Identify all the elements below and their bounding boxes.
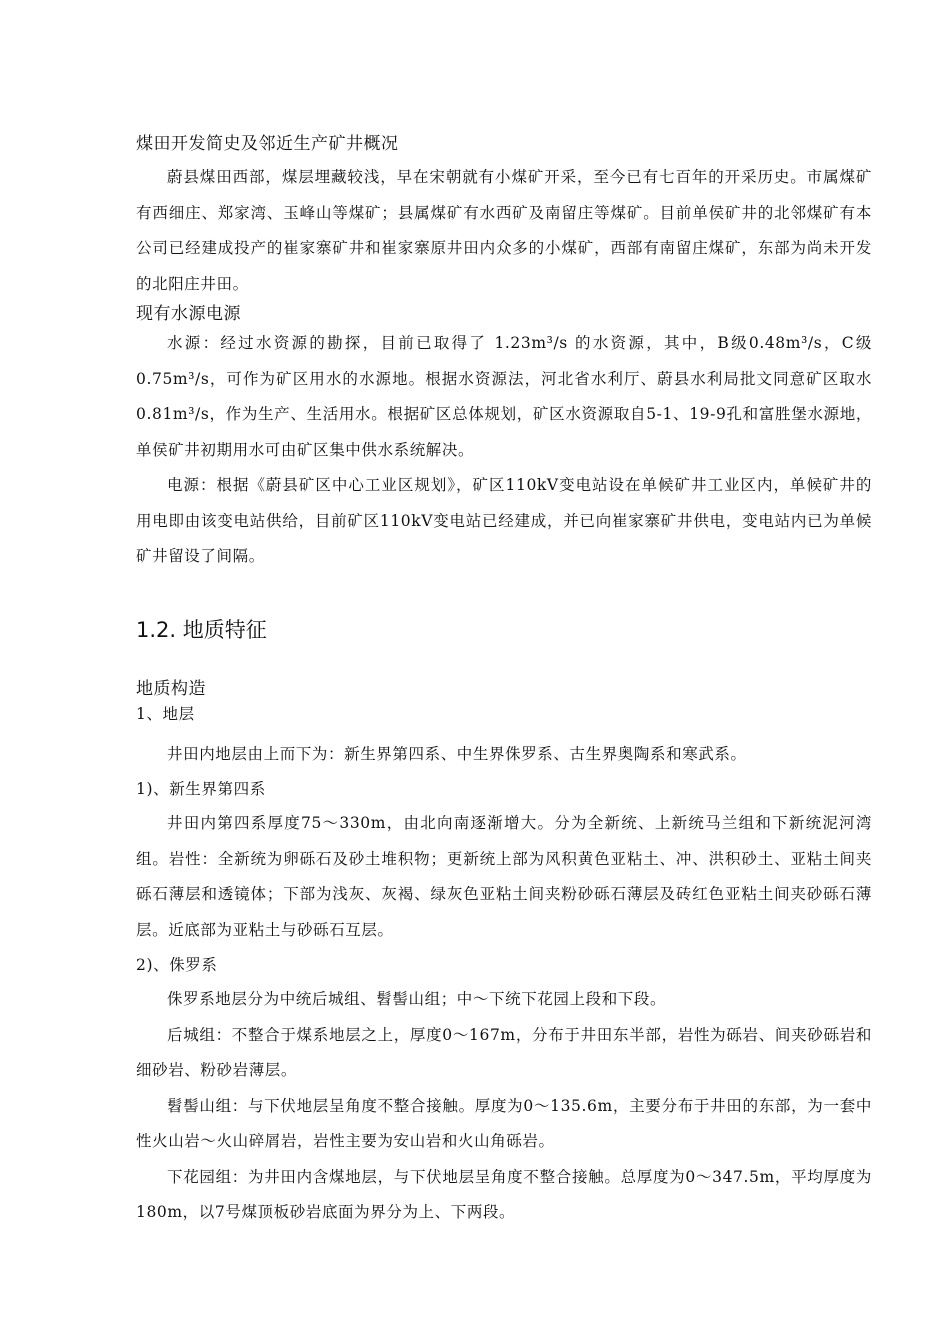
strata-label: 1、地层 <box>136 704 195 723</box>
quaternary-label: 1)、新生界第四系 <box>136 780 266 798</box>
houcheng-paragraph: 后城组：不整合于煤系地层之上，厚度0～167m，分布于井田东半部，岩性为砾岩、间夹砂砾岩和细砂岩、粉砂岩薄层。 <box>136 1025 872 1079</box>
geologic-structure-heading: 地质构造 <box>136 678 206 699</box>
xiahuayuan-paragraph: 下花园组：为井田内含煤地层，与下伏地层呈角度不整合接触。总厚度为0～347.5m，平均厚度为180m，以7号煤顶板砂岩底面为界分为上、下两段。 <box>136 1167 872 1221</box>
tiaojishan-paragraph: 髫髻山组：与下伏地层呈角度不整合接触。厚度为0～135.6m，主要分布于井田的东部，为一套中性火山岩～火山碎屑岩，岩性主要为安山岩和火山角砾岩。 <box>136 1096 872 1150</box>
jurassic-label: 2)、侏罗系 <box>136 956 218 974</box>
water-power-heading: 现有水源电源 <box>136 304 241 324</box>
strata-paragraph: 井田内地层由上而下为：新生界第四系、中生界侏罗系、古生界奥陶系和寒武系。 <box>167 744 747 763</box>
jurassic-paragraph: 侏罗系地层分为中统后城组、髫髻山组；中～下统下花园上段和下段。 <box>167 990 667 1008</box>
coal-history-paragraph: 蔚县煤田西部，煤层埋藏较浅，早在宋朝就有小煤矿开采，至今已有七百年的开采历史。市属煤矿有西细庄、郑家湾、玉峰山等煤矿；县属煤矿有水西矿及南留庄等煤矿。目前单侯矿井的北邻煤矿有本公司已经建成投产的崔家寨矿井和崔家寨原井田内众多的小煤矿，西部有南留庄煤矿，东部为尚未开发的北阳庄井田。 <box>136 168 872 293</box>
water-source-paragraph: 水源：经过水资源的勘探，目前已取得了 1.23m³/s 的水资源，其中，B级0.48m³/s，C级0.75m³/s，可作为矿区用水的水源地。根据水资源法，河北省水利厅、蔚县水利局批文同意矿区取水0.81m³/s，作为生产、生活用水。根据矿区总体规划，矿区水资源取自5-1、19-9孔和富胜堡水源地，单侯矿井初期用水可由矿区集中供水系统解决。 <box>136 334 872 459</box>
coal-history-heading: 煤田开发简史及邻近生产矿井概况 <box>136 134 399 154</box>
document-page <box>136 132 872 1231</box>
power-source-paragraph: 电源：根据《蔚县矿区中心工业区规划》，矿区110kV变电站设在单候矿井工业区内，单候矿井的用电即由该变电站供给，目前矿区110kV变电站已经建成，并已向崔家寨矿井供电，变电站内已为单候矿井留设了间隔。 <box>136 476 872 565</box>
quaternary-paragraph: 井田内第四系厚度75～330m，由北向南逐渐增大。分为全新统、上新统马兰组和下新统泥河湾组。岩性：全新统为卵砾石及砂土堆积物；更新统上部为风积黄色亚粘土、冲、洪积砂土、亚粘土间夹砾石薄层和透镜体；下部为浅灰、灰褐、绿灰色亚粘土间夹粉砂砾石薄层及砖红色亚粘土间夹砂砾石薄层。近底部为亚粘土与砂砾石互层。 <box>136 814 872 939</box>
section-title-geology: 1.2. 地质特征 <box>136 617 267 642</box>
